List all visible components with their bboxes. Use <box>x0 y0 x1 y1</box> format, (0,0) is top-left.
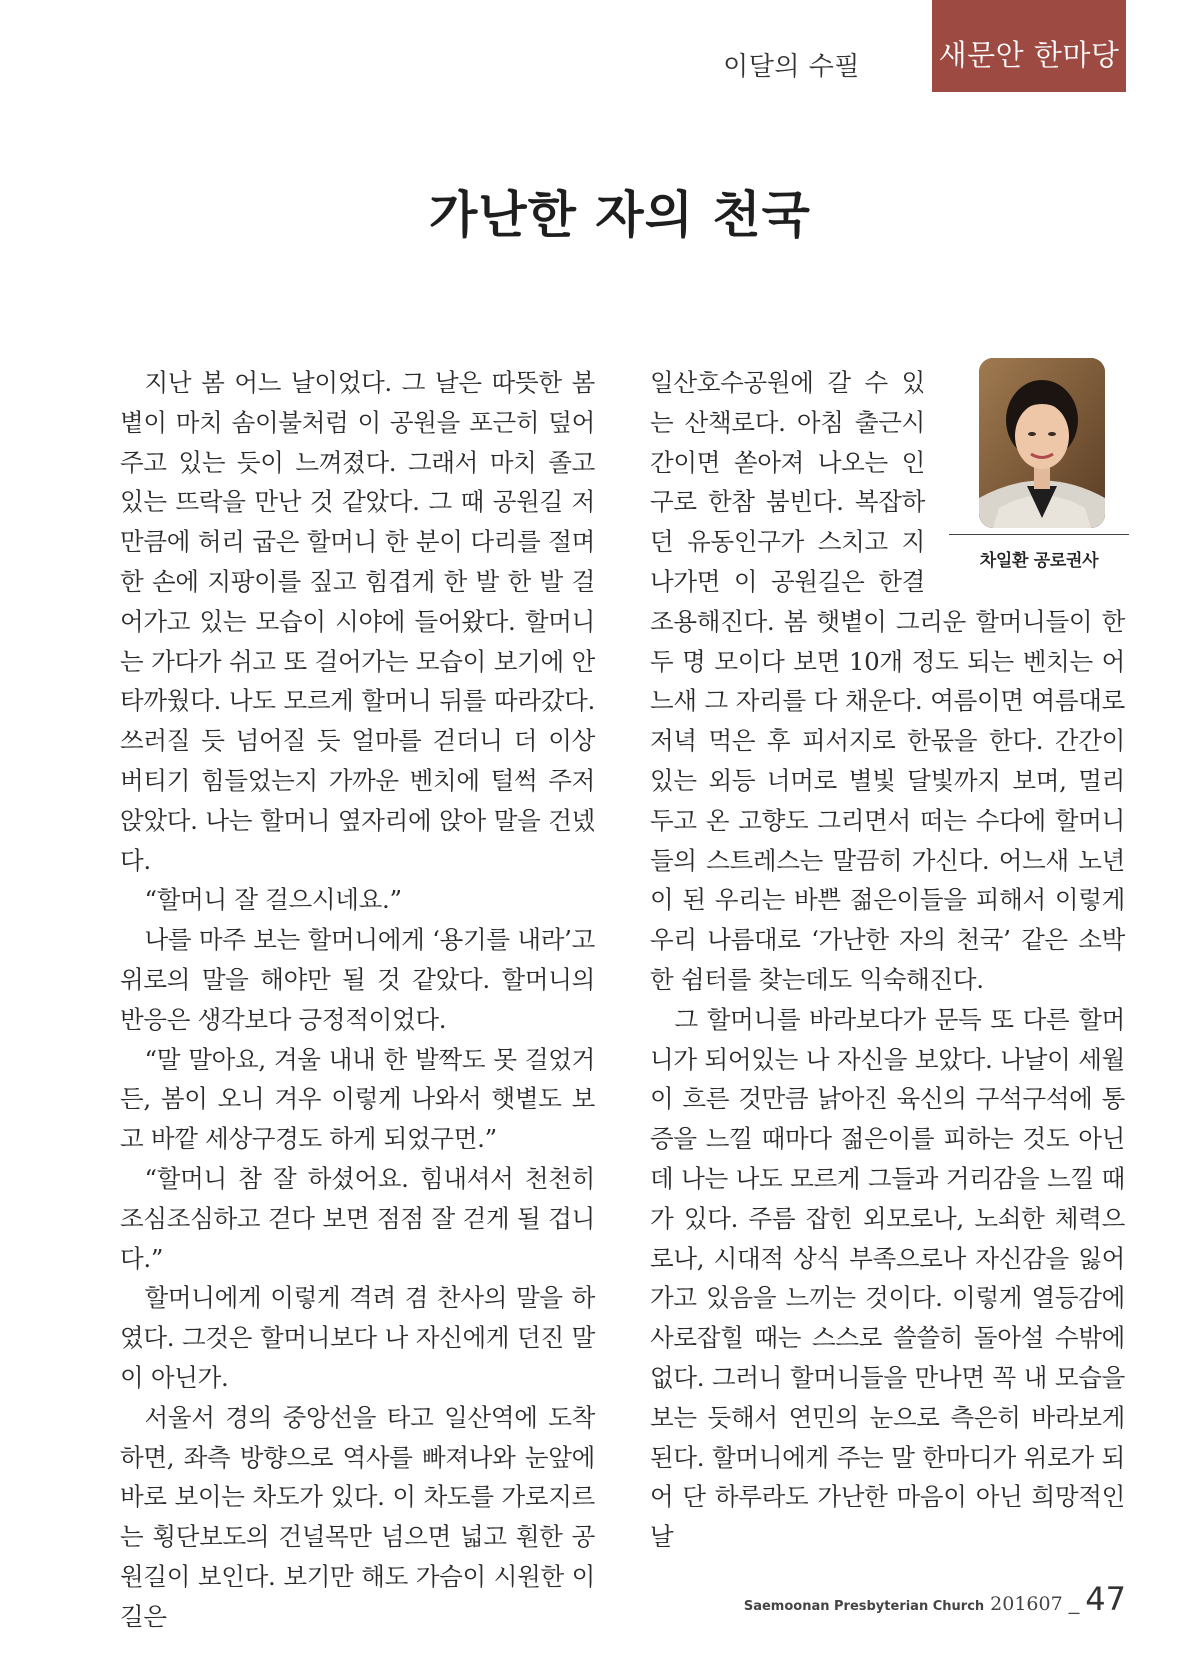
footer-issue-date: 201607 <box>990 1593 1063 1615</box>
footer-separator: _ <box>1068 1594 1080 1615</box>
author-caption: 차일환 공로권사 <box>979 551 1099 571</box>
author-photo-block <box>939 358 1129 570</box>
category-label: 새문안 한마당 <box>938 37 1120 72</box>
right-column <box>650 363 1125 1557</box>
paragraph: “할머니 참 잘 하셨어요. 힘내셔서 천천히 조심조심하고 걷다 보면 점점 잘 걷게 될 겁니다.” <box>120 1163 595 1273</box>
caption-divider <box>949 534 1129 535</box>
paragraph: 일산호수공원에 갈 수 있는 산책로다. 아침 출근시간이면 쏟아져 나오는 인구로 한참 붐빈다. 복잡하던 유동인구가 스치고 지나가면 이 공원길은 한결 조용해진다. 봄 햇볕이 그리운 할머니들이 한두 명 모이다 보면 10개 정도 되는 벤치는 어느새 그 자리를 다 채운다. 여름이면 여름대로 저녁 먹은 후 피서지로 한몫을 한다. 간간이 있는 외등 너머로 별빛 달빛까지 보며, 멀리 두고 온 고향도 그리면서 떠는 수다에 할머니들의 스트레스는 말끔히 가신다. 어느새 노년이 된 우리는 바쁜 젊은이들을 피해서 이렇게 우리 나름대로 ‘가난한 자의 천국’ 같은 소박한 쉼터를 찾는데도 익숙해진다. <box>650 368 1125 994</box>
paragraph: 나를 마주 보는 할머니에게 ‘용기를 내라’고 위로의 말을 해야만 될 것 같았다. 할머니의 반응은 생각보다 긍정적이었다. <box>120 925 595 1034</box>
footer-church-name: Saemoonan Presbyterian Church <box>743 1599 985 1614</box>
page-number: 47 <box>1085 1580 1126 1618</box>
paragraph: “할머니 잘 걸으시네요.” <box>144 885 402 915</box>
article-title: 가난한 자의 천국 <box>429 186 811 244</box>
paragraph: 할머니에게 이렇게 격려 겸 찬사의 말을 하였다. 그것은 할머니보다 나 자신에게 던진 말이 아닌가. <box>120 1283 595 1392</box>
section-label: 이달의 수필 <box>723 52 860 82</box>
paragraph: 지난 봄 어느 날이었다. 그 날은 따뜻한 봄볕이 마치 솜이불처럼 이 공원을 포근히 덮어주고 있는 듯이 느껴졌다. 그래서 마치 졸고 있는 뜨락을 만난 것 같았다. 그 때 공원길 저 만큼에 허리 굽은 할머니 한 분이 다리를 절며 한 손에 지팡이를 짚고 힘겹게 한 발 한 발 걸어가고 있는 모습이 시야에 들어왔다. 할머니는 가다가 쉬고 또 걸어가는 모습이 보기에 안타까웠다. 나도 모르게 할머니 뒤를 따라갔다. 쓰러질 듯 넘어질 듯 얼마를 걷더니 더 이상 버티기 힘들었는지 가까운 벤치에 털썩 주저앉았다. 나는 할머니 옆자리에 앉아 말을 건넸다. <box>120 368 595 875</box>
category-badge <box>932 0 1126 92</box>
paragraph: 서울서 경의 중앙선을 타고 일산역에 도착하면, 좌측 방향으로 역사를 빠져나와 눈앞에 바로 보이는 차도가 있다. 이 차도를 가로지르는 횡단보도의 건널목만 넘으면 넓고 훤한 공원길이 보인다. 보기만 해도 가슴이 시원한 이 길은 <box>120 1402 595 1631</box>
left-column <box>120 363 595 1637</box>
paragraph: 그 할머니를 바라보다가 문득 또 다른 할머니가 되어있는 나 자신을 보았다. 나날이 세월이 흐른 것만큼 낡아진 육신의 구석구석에 통증을 느낄 때마다 젊은이를 피하는 것도 아닌데 나는 나도 모르게 그들과 거리감을 느낄 때가 있다. 주름 잡힌 외모로나, 노쇠한 체력으로나, 시대적 상식 부족으로나 자신감을 잃어가고 있음을 느끼는 것이다. 이렇게 열등감에 사로잡힐 때는 스스로 쓸쓸히 돌아설 수밖에 없다. 그러니 할머니들을 만나면 꼭 내 모습을 보는 듯해서 연민의 눈으로 측은히 바라보게 된다. 할머니에게 주는 말 한마디가 위로가 되어 단 하루라도 가난한 마음이 아닌 희망적인 날 <box>650 1004 1125 1552</box>
author-photo <box>979 358 1105 528</box>
paragraph: “말 말아요, 겨울 내내 한 발짝도 못 걸었거든, 봄이 오니 겨우 이렇게 나와서 햇볕도 보고 바깥 세상구경도 하게 되었구먼.” <box>120 1044 595 1154</box>
author-portrait-icon <box>979 358 1105 528</box>
page-footer <box>744 1580 1126 1618</box>
